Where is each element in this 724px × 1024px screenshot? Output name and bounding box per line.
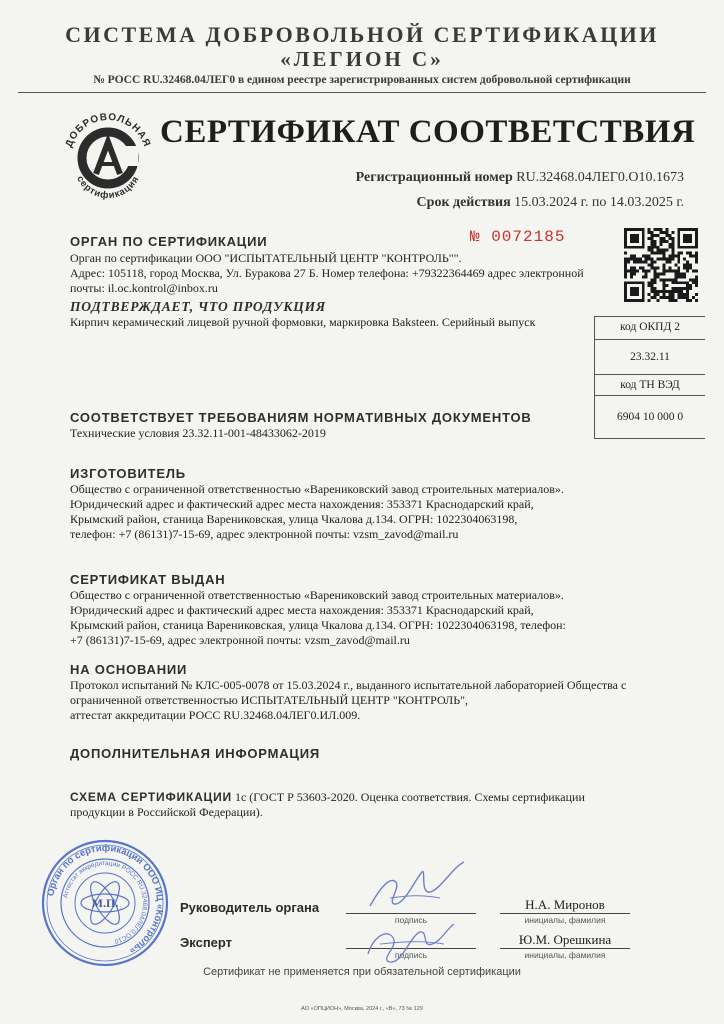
- expert-name-line: [500, 948, 630, 949]
- manufacturer-line: телефон: +7 (86131)7-15-69, адрес электронной почты: vzsm_zavod@mail.ru: [70, 527, 459, 541]
- system-title: СИСТЕМА ДОБРОВОЛЬНОЙ СЕРТИФИКАЦИИ: [65, 22, 659, 47]
- reg-number-value: RU.32468.04ЛЕГ0.О10.1673: [516, 170, 684, 185]
- organ-line: почты: il.oc.kontrol@inbox.ru: [70, 281, 218, 295]
- scheme-details: [70, 790, 630, 820]
- expert-label: Эксперт: [180, 935, 233, 950]
- scheme-label: СХЕМА СЕРТИФИКАЦИИ: [70, 790, 232, 804]
- logo-top-text: ДОБРОВОЛЬНАЯ: [63, 111, 153, 149]
- print-info: АО «ОПЦИОН», Москва, 2024 г., «В», 73 № 129: [301, 1006, 423, 1012]
- basis-heading: НА ОСНОВАНИИ: [70, 662, 188, 677]
- manufacturer-line: Общество с ограниченной ответственностью «Варениковский завод строительных материалов».: [70, 482, 564, 496]
- certification-logo-icon: [56, 102, 160, 206]
- head-name-caption: инициалы, фамилия: [524, 915, 606, 925]
- footer-note: Сертификат не применяется при обязательной сертификации: [203, 966, 521, 978]
- serial-number: № 0072185: [470, 228, 566, 246]
- validity-value: 15.03.2024 г. по 14.03.2025 г.: [514, 195, 684, 210]
- expert-name-caption: инициалы, фамилия: [524, 950, 606, 960]
- tnved-label: код ТН ВЭД: [595, 375, 705, 396]
- additional-heading: ДОПОЛНИТЕЛЬНАЯ ИНФОРМАЦИЯ: [70, 746, 321, 761]
- issued-line: Юридический адрес и фактический адрес места нахождения: 353371 Краснодарский край,: [70, 603, 534, 617]
- product-description: Кирпич керамический лицевой ручной формовки, маркировка Baksteen. Серийный выпуск: [70, 315, 536, 329]
- head-label: Руководитель органа: [180, 900, 320, 915]
- tnved-value: 6904 10 000 0: [616, 411, 684, 423]
- organ-details: [70, 251, 610, 296]
- validity-label: Срок действия: [416, 195, 511, 210]
- issued-heading: СЕРТИФИКАТ ВЫДАН: [70, 572, 226, 587]
- basis-line: Протокол испытаний № КЛС-005-0078 от 15.03.2024 г., выданного испытательной лабораторией Общества с: [70, 678, 627, 692]
- okpd-value: 23.32.11: [595, 340, 705, 375]
- basis-details: [70, 678, 690, 723]
- stamp-ring-text: Орган по сертификации ООО ИЦ «Контроль»: [45, 842, 166, 957]
- issued-line: Общество с ограниченной ответственностью «Варениковский завод строительных материалов».: [70, 588, 564, 602]
- organ-line: Адрес: 105118, город Москва, Ул. Буракова 27 Б. Номер телефона: +79322364469 адрес электронной: [70, 266, 584, 280]
- registry-line: № РОСС RU.32468.04ЛЕГ0 в едином реестре зарегистрированных систем добровольной сертификации: [93, 74, 631, 86]
- head-name-line: [500, 913, 630, 914]
- validity-period: [417, 195, 684, 211]
- basis-line: ограниченной ответственностью ИСПЫТАТЕЛЬНЫЙ ЦЕНТР "КОНТРОЛЬ",: [70, 693, 468, 707]
- seal-stamp-icon: [40, 838, 170, 968]
- requirements-text: Технические условия 23.32.11-001-48433062-2019: [70, 426, 326, 440]
- reg-number-label: Регистрационный номер: [355, 170, 513, 185]
- stamp-center-text: М.П.: [91, 896, 119, 910]
- okpd-label: код ОКПД 2: [595, 317, 705, 340]
- issued-line: +7 (86131)7-15-69, адрес электронной почты: vzsm_zavod@mail.ru: [70, 633, 410, 647]
- requirements-heading: СООТВЕТСТВУЕТ ТРЕБОВАНИЯМ НОРМАТИВНЫХ ДОКУМЕНТОВ: [70, 410, 532, 425]
- product-heading: ПОДТВЕРЖДАЕТ, ЧТО ПРОДУКЦИЯ: [70, 299, 327, 314]
- issued-details: [70, 588, 670, 648]
- expert-name: Ю.М. Орешкина: [518, 932, 612, 947]
- organ-heading: ОРГАН ПО СЕРТИФИКАЦИИ: [70, 234, 268, 249]
- head-signature-caption: подпись: [394, 915, 428, 925]
- logo-bottom-text: сертификация: [74, 174, 142, 202]
- registration-number: [356, 170, 684, 186]
- manufacturer-line: Крымский район, станица Варениковская, улица Чкалова д.134. ОГРН: 1022304063198,: [70, 512, 518, 526]
- certificate-title: СЕРТИФИКАТ СООТВЕТСТВИЯ: [160, 114, 696, 150]
- basis-line: аттестат аккредитации РОСС RU.32468.04ЛЕГ0.ИЛ.009.: [70, 708, 361, 722]
- manufacturer-line: Юридический адрес и фактический адрес места нахождения: 353371 Краснодарский край,: [70, 497, 534, 511]
- codes-box: [594, 316, 705, 439]
- manufacturer-details: [70, 482, 670, 542]
- organ-line: Орган по сертификации ООО "ИСПЫТАТЕЛЬНЫЙ ЦЕНТР "КОНТРОЛЬ"".: [70, 251, 462, 265]
- scheme-line: продукции в Российской Федерации).: [70, 805, 263, 819]
- scheme-line: 1с (ГОСТ Р 53603-2020. Оценка соответствия. Схемы сертификации: [234, 790, 585, 804]
- qr-code-icon: [624, 228, 698, 302]
- header-divider: [18, 92, 706, 93]
- expert-signature-caption: подпись: [394, 950, 428, 960]
- system-name: «ЛЕГИОН С»: [280, 47, 444, 71]
- head-name: Н.А. Миронов: [525, 897, 605, 912]
- issued-line: Крымский район, станица Варениковская, улица Чкалова д.134. ОГРН: 1022304063198, телефон:: [70, 618, 566, 632]
- stamp-inner-text: Аттестат аккредитации РОСС RU.32468.04ЛЕГ0.ОС10: [62, 859, 149, 945]
- manufacturer-heading: ИЗГОТОВИТЕЛЬ: [70, 466, 186, 481]
